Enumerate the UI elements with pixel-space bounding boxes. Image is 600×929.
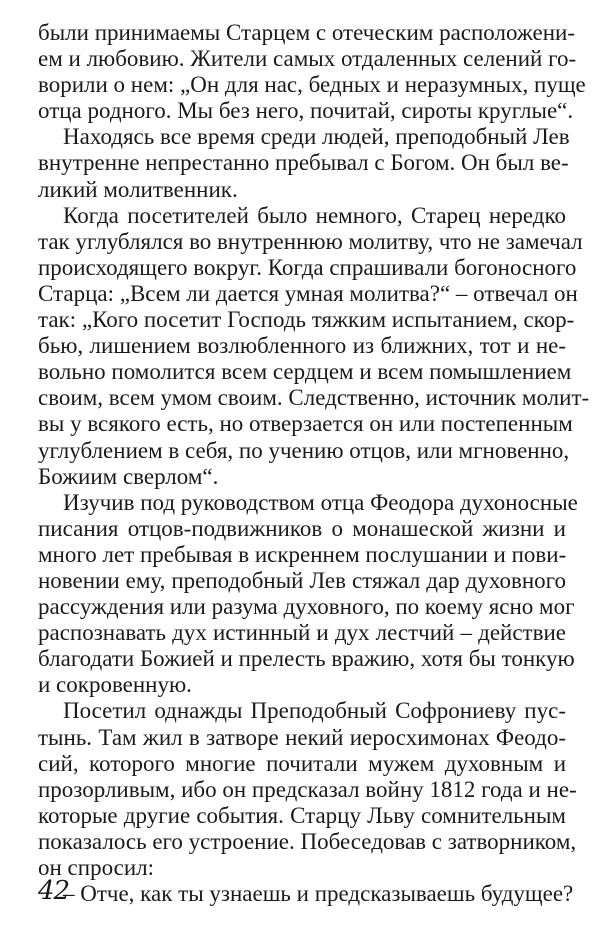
text-line: Находясь все время среди людей, преподобный Лев [63,124,570,150]
text-line: распознавать дух истинный и дух лестчий – действие [38,620,566,646]
paragraph [38,489,578,699]
paragraph [38,20,586,124]
text-line: ворили о нем: „Он для нас, бедных и неразумных, пуще [38,72,586,98]
text-line: – Отче, как ты узнаешь и предсказываешь будущее? [63,881,574,907]
text-line: много лет пребывая в искреннем послушании и пови- [38,541,567,567]
text-line: показалось его устроение. Побеседовав с затворником, [38,828,577,854]
text-line: так: „Кого посетит Господь тяжким испытанием, скор- [38,307,575,333]
text-line: писания отцов-подвижников о монашеской жизни и [38,515,566,541]
text-line: бью, лишением возлюбленного из ближних, тот и не- [38,333,566,359]
text-line: он спросил: [38,855,155,880]
text-line: благодати Божией и прелесть вражию, хотя бы тонкую [38,646,575,672]
text-line: вольно помолится всем сердцем и всем помышлением [38,359,572,385]
text-line: которые другие события. Старцу Льву сомнительным [38,802,566,828]
text-line: Божиим сверлом“. [38,463,219,489]
text-line: Посетил однажды Преподобный Софрониеву пус- [63,698,566,724]
paragraph [38,124,570,202]
text-line: сий, которого многие почитали мужем духовным и [38,750,566,776]
text-line: новении ему, преподобный Лев стяжал дар духовного [38,567,566,593]
page-body-text [38,20,590,907]
text-line: происходящего вокруг. Когда спрашивали богоносного [38,254,577,280]
text-line: вы у всякого есть, но отверзается он или постепенным [38,411,573,437]
paragraph [38,881,574,907]
text-line: так углублялся во внутреннюю молитву, что не замечал [38,228,583,254]
text-line: прозорливым, ибо он предсказал войну 1812 года и не- [38,776,577,802]
text-line: отца родного. Мы без него, почитай, сироты круглые“. [38,98,574,124]
text-line: рассуждения или разума духовного, по коему ясно мог [38,594,575,620]
text-line: Когда посетителей было немного, Старец нередко [63,202,566,228]
text-line: углублением в себя, по учению отцов, или мгновенно, [38,437,570,463]
text-line: ем и любовию. Жители самых отдаленных селений го- [38,46,577,72]
paragraph [38,698,577,881]
text-line: тынь. Там жил в затворе некий иеросхимонах Феодо- [38,724,566,750]
text-line: и сокровенную. [38,672,192,698]
text-line: ликий молитвенник. [38,176,238,202]
paragraph [38,202,590,490]
text-line: были принимаемы Старцем с отеческим расположени- [38,20,575,45]
text-line: Изучив под руководством отца Феодора духоносные [63,489,578,515]
page-number: 42 [38,876,70,906]
text-line: внутренне непрестанно пребывал с Богом. Он был ве- [38,150,569,176]
text-line: Старца: „Всем ли дается умная молитва?“ – отвечал он [38,280,578,306]
text-line: своим, всем умом своим. Следственно, источник молит- [38,385,590,411]
